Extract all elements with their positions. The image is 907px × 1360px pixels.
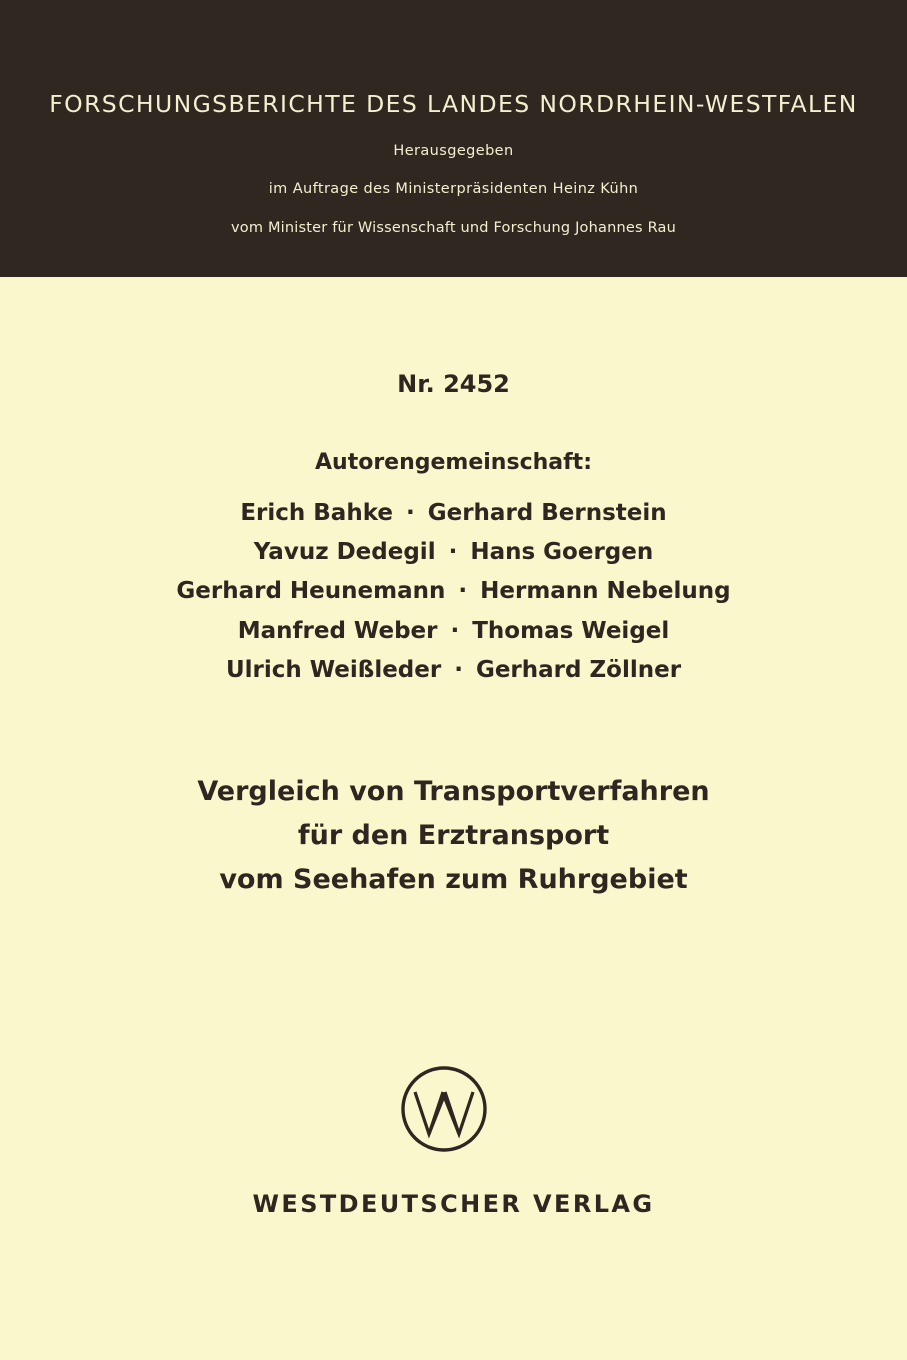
series-title: FORSCHUNGSBERICHTE DES LANDES NORDRHEIN-WESTFALEN <box>49 90 858 118</box>
publisher-name: WESTDEUTSCHER VERLAG <box>252 1190 655 1218</box>
authors-heading: Autorengemeinschaft: <box>315 450 592 475</box>
series-header-band <box>0 0 907 277</box>
wv-monogram-icon <box>399 1064 489 1154</box>
author-row <box>0 500 907 526</box>
author-separator: · <box>454 657 463 683</box>
title-line: für den Erztransport <box>297 820 610 851</box>
author-separator: · <box>458 578 468 604</box>
author-name: Ulrich Weißleder <box>225 657 442 683</box>
title-line: vom Seehafen zum Ruhrgebiet <box>219 864 688 895</box>
editor-line-minister: vom Minister für Wissenschaft und Forschung Johannes Rau <box>230 220 677 236</box>
title-line: Vergleich von Transportverfahren <box>197 776 710 807</box>
author-name: Erich Bahke <box>240 500 393 526</box>
author-separator: · <box>448 539 458 565</box>
author-name: Hermann Nebelung <box>480 578 731 604</box>
author-name: Hans Goergen <box>470 539 654 565</box>
author-separator: · <box>450 618 460 644</box>
author-row <box>0 578 907 604</box>
author-name: Gerhard Bernstein <box>427 500 667 526</box>
volume-number: Nr. 2452 <box>397 370 510 398</box>
editor-line-published: Herausgegeben <box>393 143 514 159</box>
author-name: Gerhard Heunemann <box>176 578 446 604</box>
author-name: Manfred Weber <box>237 618 438 644</box>
author-name: Gerhard Zöllner <box>475 657 682 683</box>
author-name: Yavuz Dedegil <box>253 539 436 565</box>
author-row <box>0 657 907 683</box>
author-row <box>0 539 907 565</box>
author-name: Thomas Weigel <box>472 618 670 644</box>
author-row <box>0 618 907 644</box>
author-separator: · <box>405 500 415 526</box>
editor-line-commission: im Auftrage des Ministerpräsidenten Heinz Kühn <box>268 181 639 197</box>
